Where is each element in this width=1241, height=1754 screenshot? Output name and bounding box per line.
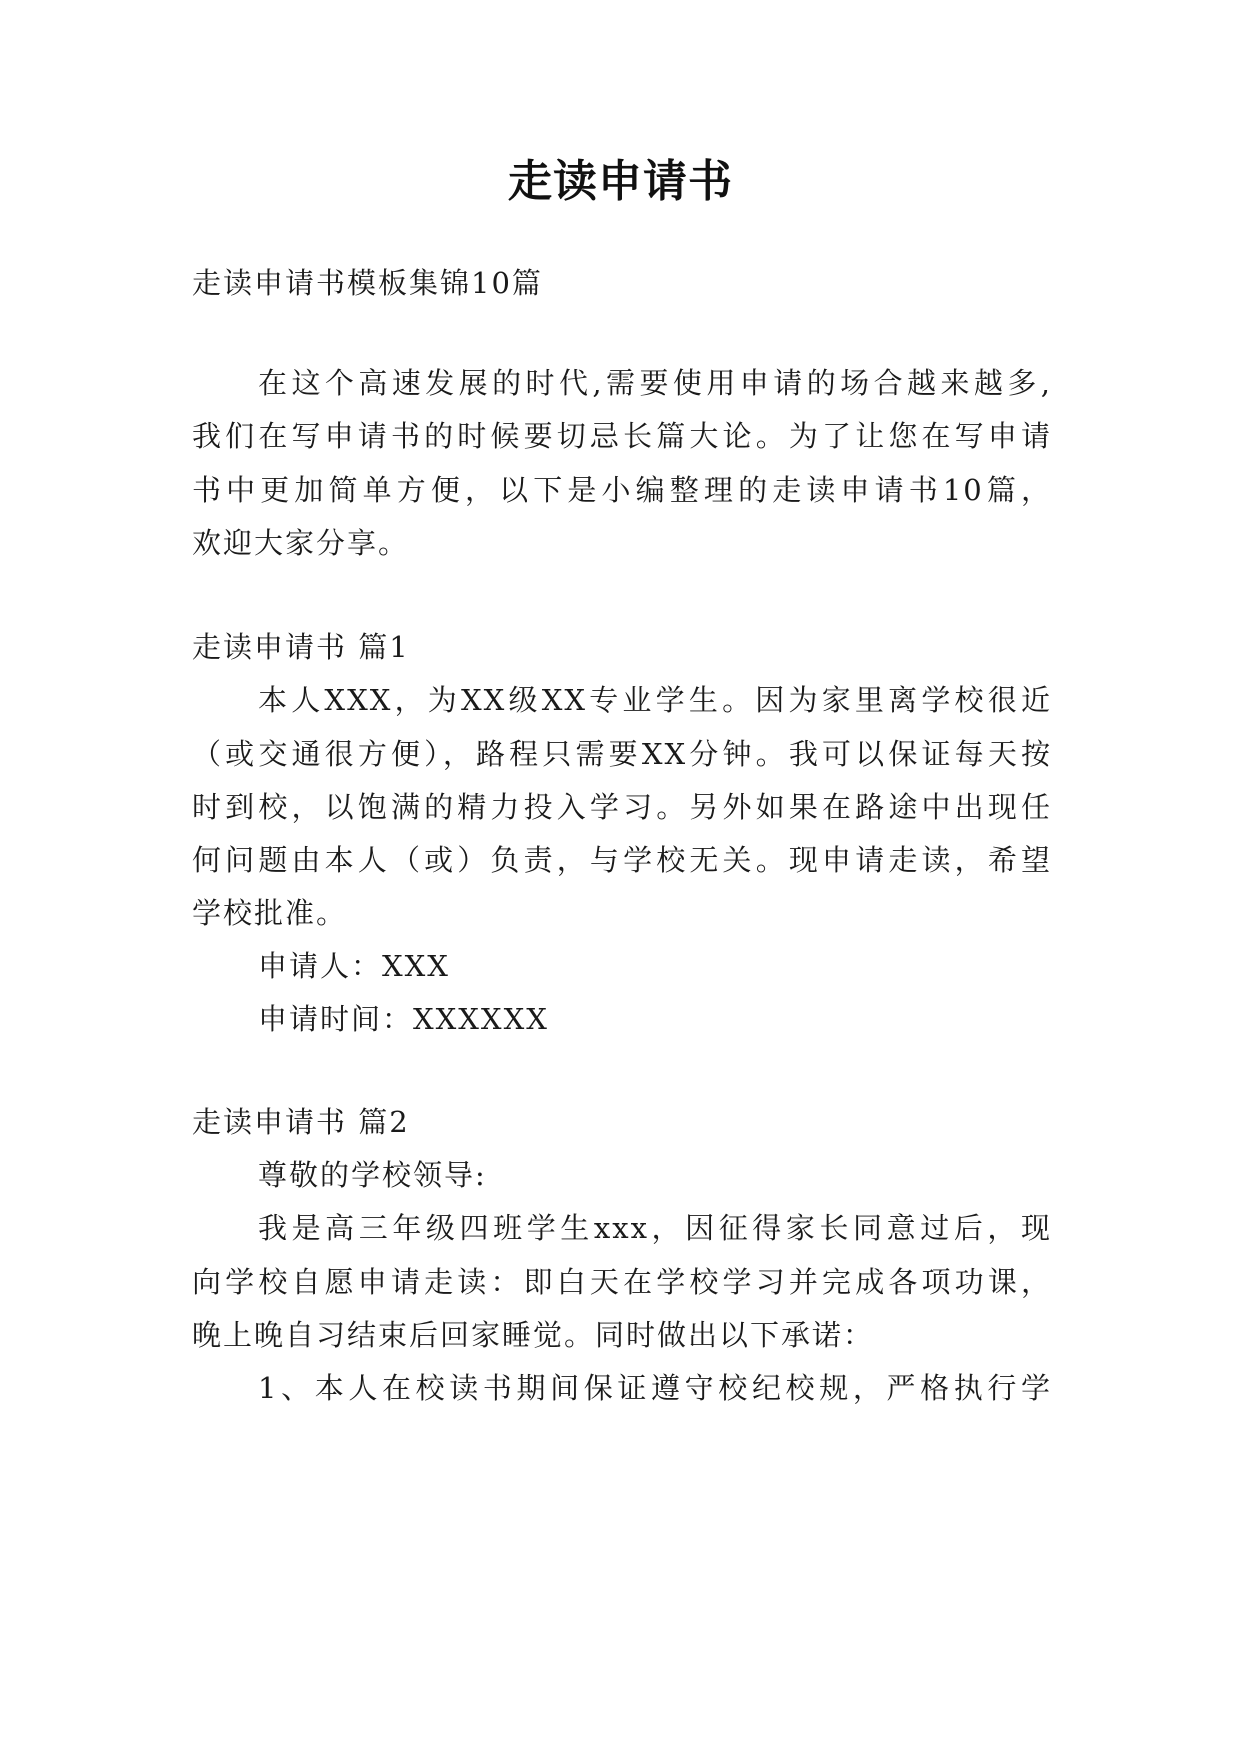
intro-line: 欢迎大家分享。 [192, 526, 410, 560]
document-title: 走读申请书 [508, 156, 733, 207]
intro-line: 我们在写申请书的时候要切忌长篇大论。为了让您在写申请 [192, 419, 1052, 453]
section-heading: 走读申请书 篇2 [192, 1105, 410, 1139]
section-body-line: 1、本人在校读书期间保证遵守校纪校规，严格执行学 [258, 1371, 1052, 1405]
section-body-line: 学校批准。 [192, 896, 348, 930]
document-subtitle: 走读申请书模板集锦10篇 [192, 266, 543, 300]
section-body-line: 本人XXX，为XX级XX专业学生。因为家里离学校很近 [258, 683, 1052, 717]
date-line: 申请时间：XXXXXX [258, 1002, 549, 1036]
salutation-line: 尊敬的学校领导: [258, 1158, 487, 1192]
intro-line: 在这个高速发展的时代,需要使用申请的场合越来越多, [258, 366, 1052, 400]
intro-line: 书中更加简单方便，以下是小编整理的走读申请书10篇， [192, 473, 1052, 507]
section-body-line: 我是高三年级四班学生xxx，因征得家长同意过后，现 [258, 1211, 1052, 1245]
section-heading: 走读申请书 篇1 [192, 630, 410, 664]
section-body-line: 时到校，以饱满的精力投入学习。另外如果在路途中出现任 [192, 790, 1052, 824]
section-body-line: 晚上晚自习结束后回家睡觉。同时做出以下承诺： [192, 1318, 875, 1352]
section-body-line: 何问题由本人（或）负责，与学校无关。现申请走读，希望 [192, 843, 1052, 877]
applicant-line: 申请人：XXX [258, 949, 450, 983]
section-body-line: （或交通很方便），路程只需要XX分钟。我可以保证每天按 [192, 737, 1052, 771]
section-body-line: 向学校自愿申请走读：即白天在学校学习并完成各项功课， [192, 1265, 1052, 1299]
